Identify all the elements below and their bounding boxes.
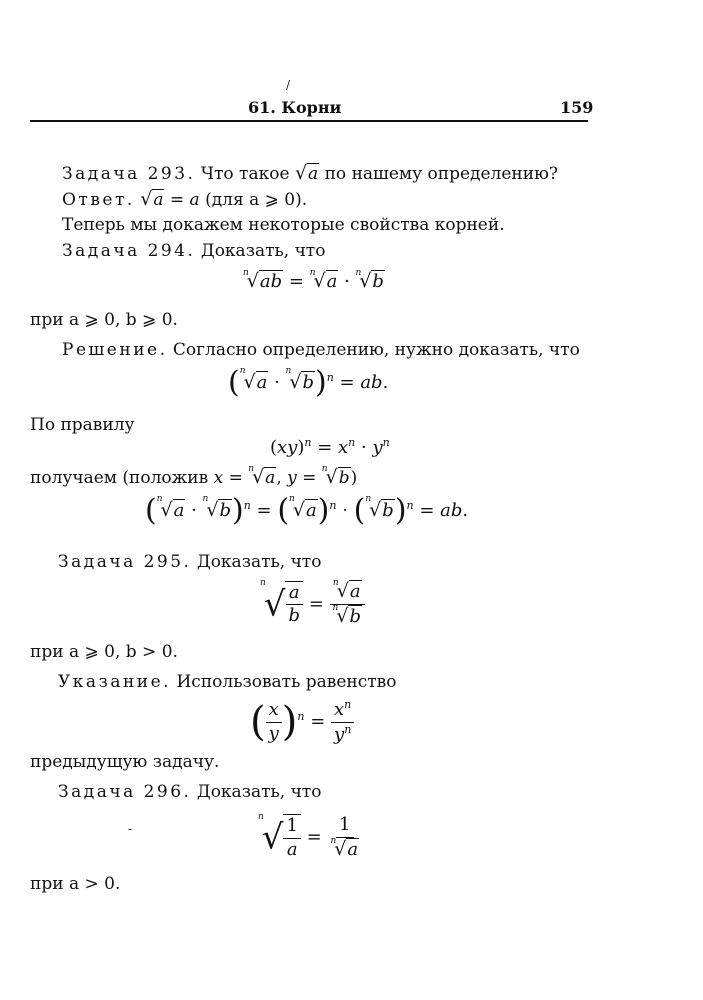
rule-equation: $(xy)^n = x^n \cdot y^n$ — [270, 436, 390, 458]
task-296-line — [58, 782, 321, 802]
task-294-line — [62, 241, 325, 261]
task-294-condition: при a ⩾ 0, b ⩾ 0. — [30, 310, 178, 330]
page-number: 159 — [560, 98, 594, 117]
hint-text: Использовать равенство — [176, 672, 397, 692]
obtain-text: получаем (положив — [30, 468, 209, 488]
rule-line: По правилу — [30, 415, 135, 435]
answer-line — [62, 188, 307, 210]
task-296-condition: при a > 0. — [30, 874, 121, 894]
task-293-root: √a — [294, 162, 319, 184]
hint-line — [58, 672, 396, 692]
intro-line: Теперь мы докажем некоторые свойства корней. — [62, 215, 505, 235]
task-294-equation: $^n$√ab = $^n$√a · $^n$√b — [243, 268, 384, 292]
solution-text: Согласно определению, нужно доказать, что — [172, 340, 580, 360]
task-293-line — [62, 162, 558, 184]
solution-line — [62, 340, 580, 360]
task-294-text: Доказать, что — [200, 241, 326, 261]
obtain-y: y = $^n$√b) — [287, 464, 358, 488]
task-295-equation: $^n$√ $\frac{a}{b}$ = $\frac{^n√a}{^n√b}$ — [260, 580, 365, 629]
task-295-text: Доказать, что — [196, 552, 322, 572]
header-rule — [30, 120, 588, 122]
obtain-x: x = $^n$√a, — [213, 464, 282, 488]
task-295-condition: при a ⩾ 0, b > 0. — [30, 642, 178, 662]
hint-label: Указание. — [58, 672, 172, 692]
task-293-text-b: по нашему определению? — [324, 164, 558, 184]
side-mark: - — [128, 822, 133, 836]
task-293-label: Задача 293. — [62, 164, 196, 184]
answer-root: √a = a — [140, 188, 200, 210]
task-296-label: Задача 296. — [58, 782, 192, 802]
hint-equation: ( $\frac{x}{y}$ )$^n$ = $\frac{x^n}{y^n}$ — [250, 698, 354, 746]
obtain-line — [30, 466, 357, 488]
task-295-line — [58, 552, 321, 572]
task-295-label: Задача 295. — [58, 552, 192, 572]
top-mark: / — [286, 78, 291, 92]
task-296-equation: $^n$√ $\frac{1}{a}$ = $\frac{1}{^n√a}$ — [258, 812, 359, 860]
answer-label: Ответ. — [62, 190, 135, 210]
solution-equation: $(^n√a \cdot ^n√b)^n$ = ab. — [228, 365, 389, 400]
task-296-text: Доказать, что — [196, 782, 322, 802]
solution-label: Решение. — [62, 340, 168, 360]
previous-task-line: предыдущую задачу. — [30, 752, 220, 772]
task-293-text-a: Что такое — [200, 164, 290, 184]
section-title: 61. Корни — [248, 98, 342, 117]
answer-cond: (для a ⩾ 0). — [205, 190, 308, 210]
task-294-label: Задача 294. — [62, 241, 196, 261]
obtain-equation: $(^n√a \cdot ^n√b)^n = (^n√a)^n \cdot (^n√b)^n$ = ab. — [145, 493, 469, 528]
